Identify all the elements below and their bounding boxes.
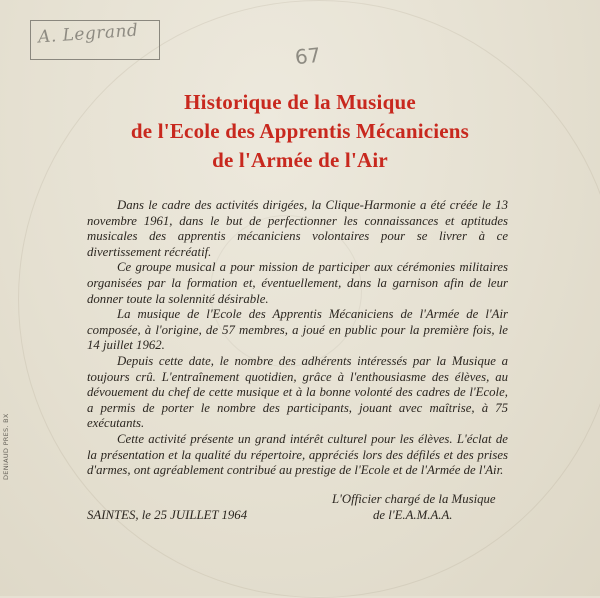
paragraph-4: Depuis cette date, le nombre des adhérents intéressés par la Musique a toujours crû. L'entraînement quotidien, grâce à l'enthousiasme des élèves, au dévouement du chef de cette musique et à la bonne volonté des cadres de l'Ecole, a permis de porter le nombre des participants, jouant avec maîtrise, à 75 exécutants. <box>87 353 508 431</box>
place-date: SAINTES, le 25 JUILLET 1964 <box>87 508 248 522</box>
title-line-3: de l'Armée de l'Air <box>212 148 388 172</box>
document-title <box>100 88 500 175</box>
printer-mark: DENIAUD PRES. BX <box>2 413 10 480</box>
signature-line-1: L'Officier chargé de la Musique <box>332 492 496 506</box>
history-text <box>87 198 508 479</box>
paragraph-3: La musique de l'Ecole des Apprentis Mécaniciens de l'Armée de l'Air composée, à l'origine, de 57 membres, a joué en public pour la première fois, le 14 juillet 1962. <box>87 307 508 353</box>
paragraph-2: Ce groupe musical a pour mission de participer aux cérémonies militaires organisées par la formation et, éventuellement, dans la garnison afin de leur donner toute la solennité désirable. <box>87 260 508 306</box>
handwritten-number: 67 <box>293 42 322 70</box>
handwritten-name: A. Legrand <box>37 20 139 48</box>
paragraph-1: Dans le cadre des activités dirigées, la Clique-Harmonie a été créée le 13 novembre 1961, dans le but de perfectionner les connaissances et aptitudes musicales des apprentis mécaniciens volontaires pour se livrer à ce divertissement récréatif. <box>87 198 508 259</box>
signature-line-2: de l'E.A.M.A.A. <box>373 507 453 522</box>
title-line-2: de l'Ecole des Apprentis Mécaniciens <box>130 119 470 143</box>
title-line-1: Historique de la Musique <box>184 90 416 114</box>
paragraph-5: Cette activité présente un grand intérêt culturel pour les élèves. L'éclat de la présentation et la qualité du répertoire, appréciés lors des défilés et des prises d'armes, ont agréablement contribué au prestige de l'Ecole et de l'Armée de l'Air. <box>87 431 508 478</box>
signature-block <box>330 492 510 523</box>
